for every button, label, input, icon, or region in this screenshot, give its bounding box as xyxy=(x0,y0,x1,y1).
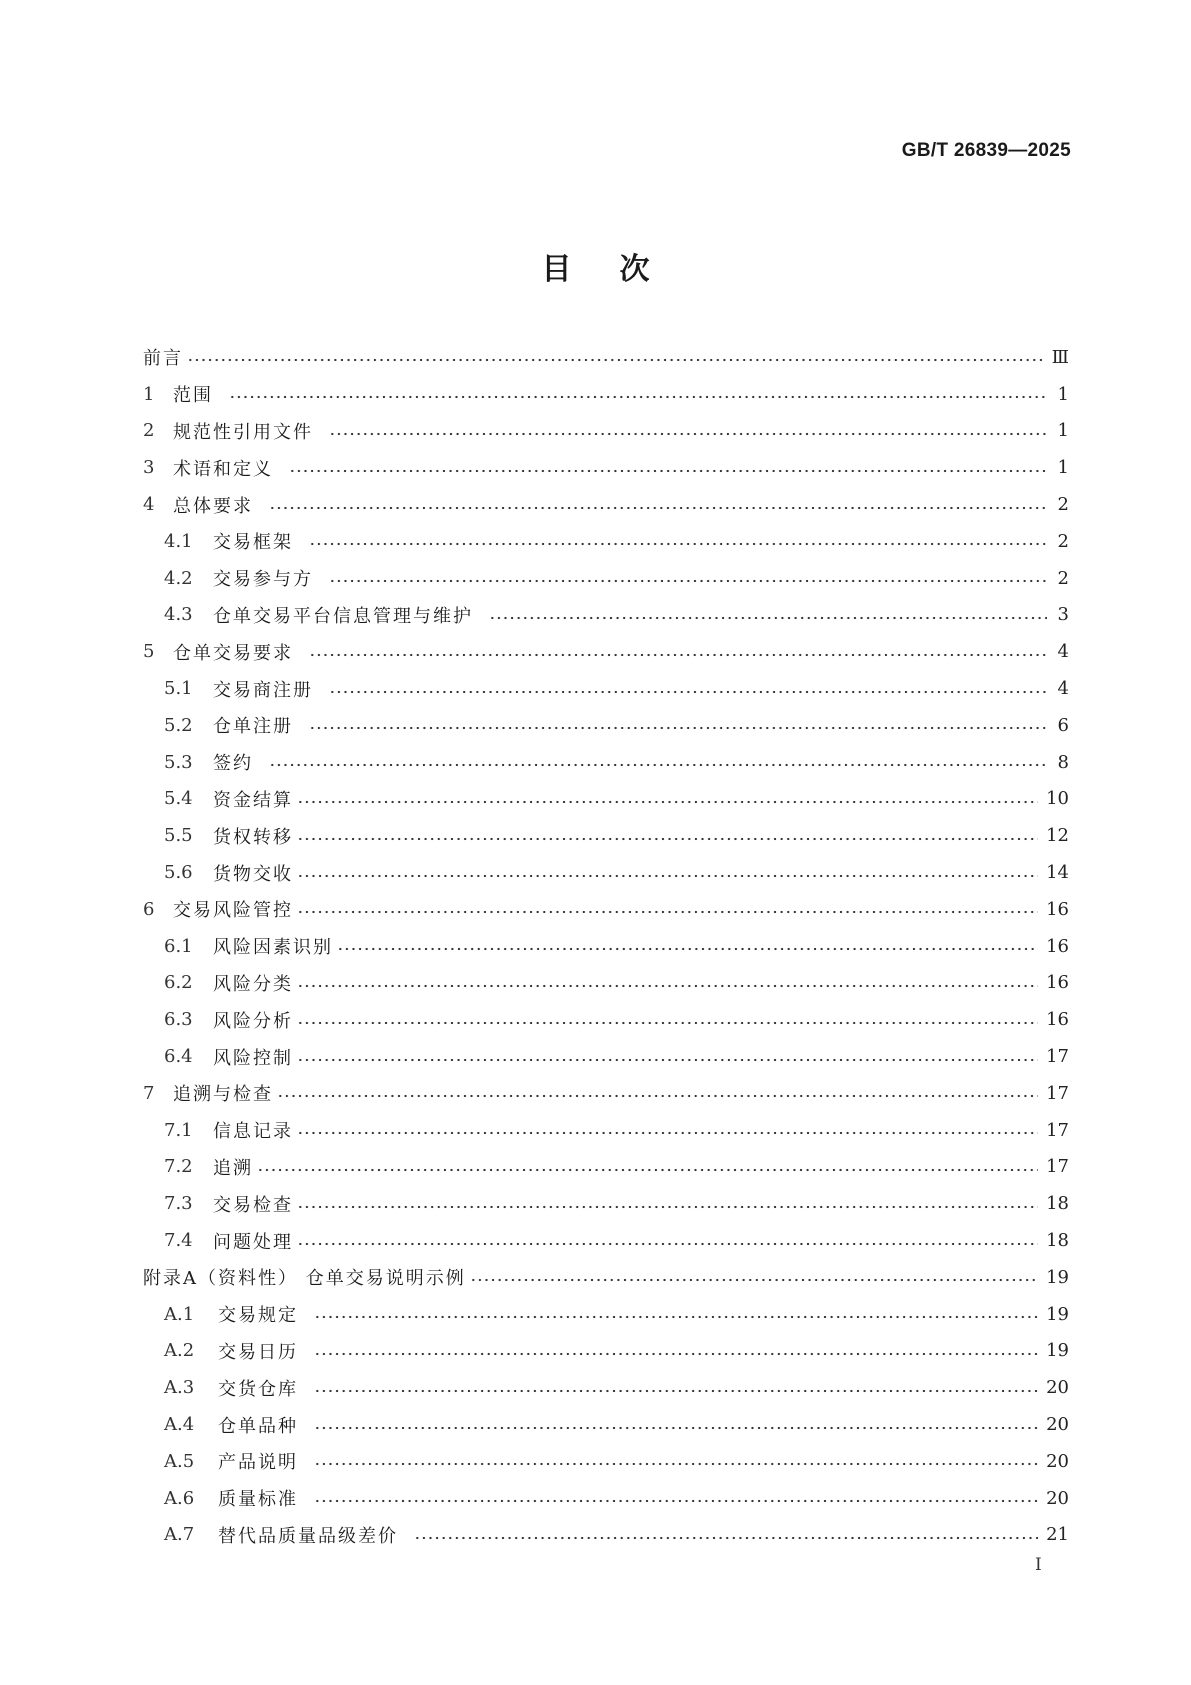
toc-entry-number: 6 xyxy=(143,898,155,920)
toc-entry-title: 仓单品种 xyxy=(218,1415,298,1437)
toc-entry[interactable] xyxy=(143,928,1069,965)
toc-leader-dots xyxy=(297,1242,1038,1246)
toc-entry-number: A.5 xyxy=(164,1450,195,1472)
toc-entry[interactable] xyxy=(143,1112,1069,1149)
toc-entry-label xyxy=(143,1264,466,1290)
toc-entry-page: 1 xyxy=(1057,420,1069,442)
toc-entry-page: 20 xyxy=(1046,1414,1069,1435)
toc-entry-page: 20 xyxy=(1046,1487,1069,1509)
toc-entry-title: 产品说明 xyxy=(218,1452,298,1474)
toc-entry-number: 6.2 xyxy=(164,972,193,994)
toc-entry-number: 5.2 xyxy=(164,714,193,736)
toc-leader-dots xyxy=(297,874,1038,878)
toc-entry-title: 信息记录 xyxy=(213,1121,293,1143)
toc-entry-title: 总体要求 xyxy=(173,495,253,517)
toc-entry-page: 16 xyxy=(1046,898,1069,920)
toc-entry[interactable] xyxy=(143,1517,1069,1554)
toc-entry-page: 2 xyxy=(1057,530,1069,552)
page-number: I xyxy=(1035,1555,1042,1575)
toc-leader-dots xyxy=(314,1462,1038,1466)
toc-leader-dots xyxy=(297,1058,1038,1062)
toc-leader-dots xyxy=(314,1352,1038,1356)
toc-leader-dots xyxy=(277,1094,1038,1098)
toc-entry-number: A.7 xyxy=(164,1524,195,1546)
toc-entry[interactable] xyxy=(143,1480,1069,1517)
standard-code: GB/T 26839—2025 xyxy=(901,140,1071,161)
toc-leader-dots xyxy=(470,1278,1038,1282)
toc-entry-page: 10 xyxy=(1046,788,1069,810)
toc-entry-number: 7.1 xyxy=(164,1119,193,1141)
toc-entry-page: 17 xyxy=(1046,1119,1069,1141)
toc-leader-dots xyxy=(297,984,1038,988)
toc-entry-label xyxy=(143,455,285,481)
toc-entry-number: 5 xyxy=(143,641,155,663)
toc-entry-label xyxy=(143,418,325,444)
toc-leader-dots xyxy=(314,1499,1038,1503)
toc-entry-number: 7.4 xyxy=(164,1230,193,1252)
toc-entry-title: 交易日历 xyxy=(218,1341,298,1363)
toc-entry-page: 18 xyxy=(1046,1193,1069,1215)
toc-entry[interactable] xyxy=(143,817,1069,854)
toc-leader-dots xyxy=(257,1168,1038,1172)
toc-entry-number: 6.1 xyxy=(164,935,193,957)
toc-entry[interactable] xyxy=(143,1075,1069,1112)
toc-entry-label xyxy=(164,1117,293,1143)
toc-entry-title: 问题处理 xyxy=(213,1231,293,1253)
toc-entry[interactable] xyxy=(143,523,1069,560)
toc-entry-number: 1 xyxy=(143,383,155,405)
toc-entry-label xyxy=(164,565,325,591)
toc-entry[interactable] xyxy=(143,1259,1069,1296)
toc-entry[interactable] xyxy=(143,1038,1069,1075)
toc-entry-number: 7.2 xyxy=(164,1156,193,1178)
toc-entry-title: 附录A（资料性） 仓单交易说明示例 xyxy=(143,1268,466,1290)
toc-entry-title: 术语和定义 xyxy=(173,458,273,480)
toc-entry[interactable] xyxy=(143,413,1069,450)
table-of-contents xyxy=(143,339,1069,1553)
toc-entry-title: 仓单交易要求 xyxy=(173,642,293,664)
toc-entry-label xyxy=(164,1448,310,1474)
toc-entry-page: 17 xyxy=(1046,1046,1069,1068)
toc-entry-number: 5.3 xyxy=(164,751,193,773)
toc-entry-label xyxy=(164,528,305,554)
toc-entry[interactable] xyxy=(143,781,1069,818)
toc-entry-page: 2 xyxy=(1057,494,1069,516)
toc-entry-label xyxy=(164,1228,293,1254)
toc-entry-page: 6 xyxy=(1057,714,1069,736)
toc-entry-page: 17 xyxy=(1046,1156,1069,1178)
toc-entry[interactable] xyxy=(143,707,1069,744)
toc-entry-label xyxy=(164,1522,410,1548)
toc-entry-number: 4.2 xyxy=(164,567,193,589)
toc-entry-page: Ⅲ xyxy=(1051,346,1069,368)
toc-entry-label xyxy=(164,1375,310,1401)
toc-entry-page: 12 xyxy=(1046,825,1069,847)
toc-entry-label xyxy=(164,823,293,849)
toc-entry-page: 1 xyxy=(1057,457,1069,479)
toc-entry[interactable] xyxy=(143,891,1069,928)
toc-leader-dots xyxy=(269,506,1047,510)
toc-entry-page: 16 xyxy=(1046,972,1069,994)
toc-entry-page: 14 xyxy=(1046,862,1069,884)
toc-entry-page: 17 xyxy=(1046,1082,1069,1104)
toc-entry-number: 5.4 xyxy=(164,788,193,810)
toc-entry-page: 4 xyxy=(1057,678,1069,700)
toc-entry[interactable] xyxy=(143,376,1069,413)
toc-leader-dots xyxy=(297,1021,1038,1025)
toc-entry-title: 替代品质量品级差价 xyxy=(218,1525,398,1547)
toc-entry-title: 规范性引用文件 xyxy=(173,421,313,443)
toc-entry-label xyxy=(143,492,265,518)
toc-entry-label xyxy=(164,1154,253,1180)
toc-entry-page: 20 xyxy=(1046,1377,1069,1399)
toc-leader-dots xyxy=(269,763,1047,767)
toc-entry-title: 交易规定 xyxy=(218,1305,298,1327)
toc-entry-title: 范围 xyxy=(173,385,213,407)
toc-entry-title: 交易参与方 xyxy=(213,569,313,591)
toc-entry-page: 18 xyxy=(1046,1230,1069,1252)
toc-entry-title: 签约 xyxy=(213,753,253,775)
toc-entry-label xyxy=(164,749,265,775)
toc-leader-dots xyxy=(314,1389,1038,1393)
toc-entry-label xyxy=(164,860,293,886)
toc-entry[interactable] xyxy=(143,597,1069,634)
toc-entry-page: 4 xyxy=(1057,641,1069,663)
toc-entry-number: A.4 xyxy=(164,1414,195,1435)
toc-entry-page: 16 xyxy=(1046,1009,1069,1031)
toc-entry-number: 5.6 xyxy=(164,862,193,884)
toc-entry-number: A.2 xyxy=(164,1340,195,1362)
toc-entry[interactable] xyxy=(143,486,1069,523)
toc-entry-number: 3 xyxy=(143,457,155,479)
toc-entry-number: 5.5 xyxy=(164,825,193,847)
toc-entry-page: 16 xyxy=(1046,935,1069,957)
toc-entry-number: 5.1 xyxy=(164,678,193,700)
toc-entry-number: 4 xyxy=(143,494,155,516)
toc-entry-title: 交易框架 xyxy=(213,532,293,554)
toc-entry-number: 7.3 xyxy=(164,1193,193,1215)
toc-entry-title: 交易商注册 xyxy=(213,679,313,701)
toc-entry[interactable] xyxy=(143,1001,1069,1038)
toc-entry-page: 20 xyxy=(1046,1450,1069,1472)
toc-entry-label xyxy=(143,896,293,922)
toc-entry-title: 前言 xyxy=(143,348,183,370)
toc-entry[interactable] xyxy=(143,339,1069,376)
toc-entry-label xyxy=(164,1044,293,1070)
toc-entry-label xyxy=(164,933,333,959)
toc-entry[interactable] xyxy=(143,744,1069,781)
toc-entry-title: 追溯与检查 xyxy=(173,1084,273,1106)
toc-leader-dots xyxy=(297,910,1038,914)
toc-entry-title: 资金结算 xyxy=(213,789,293,811)
toc-entry-page: 19 xyxy=(1046,1303,1069,1325)
toc-entry-title: 交易检查 xyxy=(213,1194,293,1216)
toc-entry-number: A.3 xyxy=(164,1377,195,1399)
toc-entry[interactable] xyxy=(143,633,1069,670)
toc-entry-label xyxy=(143,1080,273,1106)
toc-leader-dots xyxy=(329,690,1047,694)
toc-entry-page: 8 xyxy=(1057,751,1069,773)
toc-entry[interactable] xyxy=(143,449,1069,486)
toc-leader-dots xyxy=(297,1131,1038,1135)
toc-entry-label xyxy=(164,1412,310,1438)
toc-entry[interactable] xyxy=(143,1443,1069,1480)
toc-entry-label xyxy=(164,602,485,628)
toc-entry-label xyxy=(164,676,325,702)
toc-entry-label xyxy=(164,1301,310,1327)
toc-entry[interactable] xyxy=(143,1333,1069,1370)
toc-entry[interactable] xyxy=(143,1369,1069,1406)
toc-leader-dots xyxy=(329,432,1047,436)
toc-entry-number: 2 xyxy=(143,420,155,442)
toc-entry[interactable] xyxy=(143,1222,1069,1259)
toc-entry-label xyxy=(164,1338,310,1364)
toc-entry-title: 仓单注册 xyxy=(213,716,293,738)
toc-entry-title: 货物交收 xyxy=(213,863,293,885)
toc-entry-number: A.6 xyxy=(164,1487,195,1509)
toc-entry-label xyxy=(164,1007,293,1033)
toc-entry-page: 19 xyxy=(1046,1266,1069,1288)
toc-entry-label xyxy=(143,344,183,370)
toc-entry-label xyxy=(164,1485,310,1511)
toc-leader-dots xyxy=(337,947,1038,951)
toc-entry-number: 6.4 xyxy=(164,1046,193,1068)
toc-entry[interactable] xyxy=(143,1296,1069,1333)
page-title: 目次 xyxy=(541,252,698,287)
toc-entry-page: 2 xyxy=(1057,567,1069,589)
toc-leader-dots xyxy=(309,542,1047,546)
toc-leader-dots xyxy=(289,469,1047,473)
toc-leader-dots xyxy=(229,395,1047,399)
toc-entry-title: 风险控制 xyxy=(213,1047,293,1069)
toc-entry[interactable] xyxy=(143,560,1069,597)
toc-entry[interactable] xyxy=(143,670,1069,707)
toc-entry-page: 19 xyxy=(1046,1340,1069,1362)
toc-entry-title: 交货仓库 xyxy=(218,1378,298,1400)
toc-leader-dots xyxy=(187,358,1044,362)
toc-entry-number: 4.3 xyxy=(164,604,193,626)
toc-entry-label xyxy=(143,639,305,665)
toc-leader-dots xyxy=(414,1536,1038,1540)
toc-leader-dots xyxy=(309,726,1047,730)
toc-entry[interactable] xyxy=(143,1185,1069,1222)
toc-entry-title: 交易风险管控 xyxy=(173,900,293,922)
toc-entry-title: 追溯 xyxy=(213,1157,253,1179)
toc-entry-title: 货权转移 xyxy=(213,826,293,848)
toc-entry[interactable] xyxy=(143,1406,1069,1443)
toc-leader-dots xyxy=(297,837,1038,841)
toc-entry-title: 仓单交易平台信息管理与维护 xyxy=(213,605,473,627)
toc-leader-dots xyxy=(314,1315,1038,1319)
toc-entry[interactable] xyxy=(143,965,1069,1002)
toc-entry-label xyxy=(143,381,225,407)
toc-entry-title: 风险分类 xyxy=(213,973,293,995)
toc-entry-number: 7 xyxy=(143,1082,155,1104)
toc-entry-label xyxy=(164,786,293,812)
toc-entry-label xyxy=(164,970,293,996)
toc-entry[interactable] xyxy=(143,1149,1069,1186)
toc-entry-number: 4.1 xyxy=(164,530,193,552)
toc-leader-dots xyxy=(314,1426,1038,1430)
toc-entry-label xyxy=(164,712,305,738)
toc-entry-label xyxy=(164,1191,293,1217)
toc-leader-dots xyxy=(297,1205,1038,1209)
toc-entry[interactable] xyxy=(143,854,1069,891)
toc-entry-title: 风险因素识别 xyxy=(213,937,333,959)
toc-entry-title: 质量标准 xyxy=(218,1489,298,1511)
toc-leader-dots xyxy=(329,579,1047,583)
toc-leader-dots xyxy=(489,616,1047,620)
toc-entry-page: 21 xyxy=(1046,1524,1069,1546)
toc-entry-number: A.1 xyxy=(164,1303,195,1325)
toc-leader-dots xyxy=(297,800,1038,804)
toc-entry-title: 风险分析 xyxy=(213,1010,293,1032)
toc-entry-number: 6.3 xyxy=(164,1009,193,1031)
toc-entry-page: 1 xyxy=(1057,383,1069,405)
toc-leader-dots xyxy=(309,653,1047,657)
toc-entry-page: 3 xyxy=(1057,604,1069,626)
